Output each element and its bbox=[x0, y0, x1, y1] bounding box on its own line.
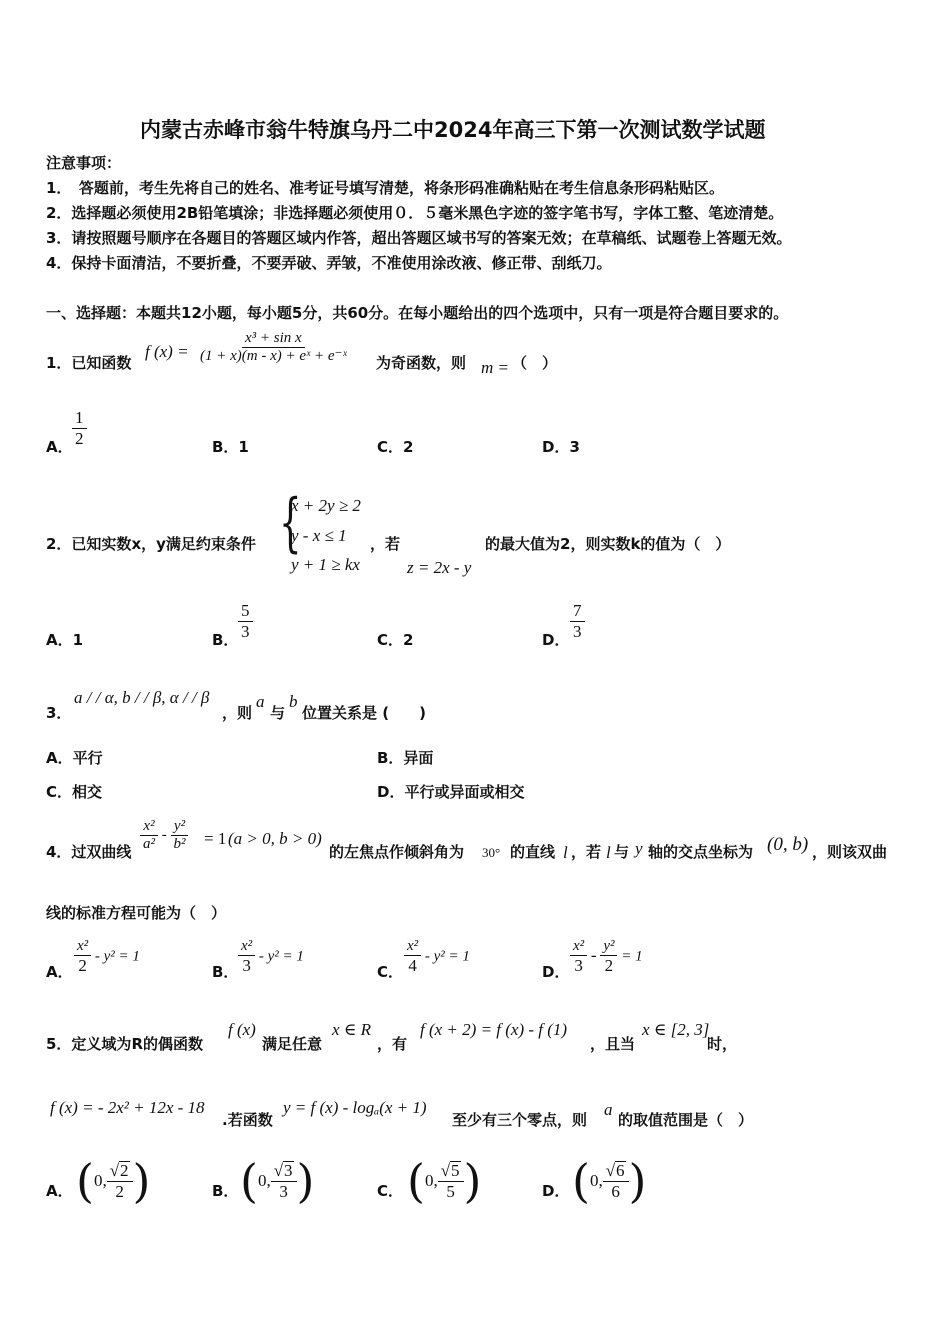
notice-1: 1． 答题前，考生先将自己的姓名、准考证号填写清楚，将条形码准确粘贴在考生信息条形码粘贴区。 bbox=[46, 179, 724, 197]
q2-option-b-frac bbox=[238, 601, 253, 641]
q5-t2: ，有 bbox=[377, 1035, 408, 1053]
q2-option-a[interactable]: A．1 bbox=[46, 631, 84, 649]
q5-c-root: 5 bbox=[451, 1160, 460, 1180]
q4-t2: 的直线 bbox=[510, 843, 556, 861]
q1-option-d[interactable]: D．3 bbox=[542, 438, 580, 456]
q5-label: 5．定义域为R的偶函数 bbox=[46, 1035, 203, 1053]
q5-xr: x ∈ R bbox=[332, 1020, 372, 1039]
q1-option-c[interactable]: C．2 bbox=[377, 438, 414, 456]
q4-a-den: 2 bbox=[78, 956, 87, 976]
q5-option-a[interactable]: A． bbox=[46, 1182, 73, 1200]
q5-option-a-expr: (0, $\frac{√2}{2}$ ) bbox=[76, 1154, 151, 1208]
q5-t6: 至少有三个零点，则 bbox=[452, 1111, 588, 1129]
q1-option-a-frac bbox=[72, 408, 87, 448]
q4-c-tail: - y² = 1 bbox=[424, 948, 470, 965]
q5-t7: 的取值范围是（ ） bbox=[618, 1111, 754, 1129]
q2-b-den: 3 bbox=[241, 621, 250, 641]
q5-option-d[interactable]: D． bbox=[542, 1182, 570, 1200]
q3-option-d[interactable]: D．平行或异面或相交 bbox=[377, 783, 525, 801]
q4-option-a-expr bbox=[74, 938, 140, 976]
q5-d-den: 6 bbox=[611, 1181, 620, 1201]
q2-d-den: 3 bbox=[573, 621, 582, 641]
q4-t4: 与 bbox=[614, 843, 630, 861]
q5-option-d-expr: (0, $\frac{√6}{6}$ ) bbox=[572, 1154, 647, 1208]
q4-l1: l bbox=[563, 843, 568, 862]
q4-b-num: x² bbox=[238, 938, 255, 956]
q5-t5: .若函数 bbox=[222, 1111, 273, 1129]
q2-label: 2．已知实数x，y满足约束条件 bbox=[46, 535, 256, 553]
q2-d-num: 7 bbox=[570, 601, 585, 622]
q3-option-a[interactable]: A．平行 bbox=[46, 749, 103, 767]
page-title: 内蒙古赤峰市翁牛特旗乌丹二中2024年高三下第一次测试数学试题 bbox=[140, 118, 766, 142]
q3-ze: ，则 bbox=[222, 704, 253, 722]
q4-option-d-expr: $\frac{\text{x²}}{3}$ - $\frac{\text{y²}}{2}$ = 1 bbox=[570, 938, 643, 976]
q5-d-zero: 0, bbox=[589, 1171, 603, 1190]
q4-t5: 轴的交点坐标为 bbox=[648, 843, 754, 861]
notice-header: 注意事项： bbox=[46, 154, 122, 172]
q4-cond: (a > 0, b > 0) bbox=[228, 829, 322, 848]
q4-d-num1: x² bbox=[570, 938, 587, 956]
q1-paren: （ ） bbox=[512, 354, 558, 372]
q1-denominator: (1 + x)(m - x) + eˣ + e⁻ˣ bbox=[200, 348, 347, 365]
q4-c-num: x² bbox=[404, 938, 421, 956]
q4-line2: 线的标准方程可能为（ ） bbox=[46, 904, 227, 922]
q1-option-b[interactable]: B．1 bbox=[212, 438, 249, 456]
q4-t6: ，则该双曲 bbox=[812, 843, 888, 861]
q1-a-num: 1 bbox=[72, 408, 87, 429]
q5-t4: 时， bbox=[707, 1035, 738, 1053]
q4-option-b-expr bbox=[238, 938, 304, 976]
q3-num: 3． bbox=[46, 704, 72, 722]
q2-option-b[interactable]: B． bbox=[212, 631, 239, 649]
q3-option-c[interactable]: C．相交 bbox=[46, 783, 103, 801]
notice-2: 2．选择题必须使用2B铅笔填涂；非选择题必须使用０．５毫米黑色字迹的签字笔书写，字体工整、笔迹清楚。 bbox=[46, 204, 784, 222]
q4-option-c[interactable]: C． bbox=[377, 963, 404, 981]
q3-a: a bbox=[256, 692, 265, 711]
q4-hyperbola: $\frac{\text{x²}}{\text{a²}}$ - $\frac{\text{y²}}{\text{b²}}$ bbox=[140, 818, 189, 854]
q1-numerator: x³ + sin x bbox=[242, 330, 305, 348]
q2-ruo: ，若 bbox=[370, 535, 401, 553]
q5-a-root: 2 bbox=[120, 1160, 129, 1180]
q4-b-den: 3 bbox=[242, 956, 251, 976]
q4-point: (0, b) bbox=[767, 834, 809, 855]
q1-option-a[interactable]: A． bbox=[46, 438, 73, 456]
q2-option-c[interactable]: C．2 bbox=[377, 631, 414, 649]
q5-a-den: 2 bbox=[115, 1181, 124, 1201]
q5-option-b-expr: (0, $\frac{√3}{3}$ ) bbox=[240, 1154, 315, 1208]
q2-constraint-3: y + 1 ≥ kx bbox=[291, 555, 360, 574]
q4-a-tail: - y² = 1 bbox=[94, 948, 140, 965]
q5-fx: f (x) bbox=[228, 1020, 256, 1039]
q3-yu: 与 bbox=[270, 704, 286, 722]
q5-option-b[interactable]: B． bbox=[212, 1182, 239, 1200]
q2-constraint-2: y - x ≤ 1 bbox=[291, 526, 347, 545]
q4-y: y bbox=[635, 839, 643, 858]
q3-option-b[interactable]: B．异面 bbox=[377, 749, 434, 767]
q4-label: 4．过双曲线 bbox=[46, 843, 132, 861]
q5-b-zero: 0, bbox=[257, 1171, 271, 1190]
q5-option-c[interactable]: C． bbox=[377, 1182, 404, 1200]
q4-angle: 30° bbox=[482, 845, 501, 860]
q4-c-den: 4 bbox=[408, 956, 417, 976]
notice-3: 3．请按照题号顺序在各题目的答题区域内作答，超出答题区域书写的答案无效；在草稿纸、试题卷上答题无效。 bbox=[46, 229, 792, 247]
q4-t3: ，若 bbox=[571, 843, 602, 861]
q3-expr: a / / α, b / / β, α / / β bbox=[74, 688, 210, 707]
q5-eq3: y = f (x) - logₐ(x + 1) bbox=[283, 1098, 427, 1117]
q3-b: b bbox=[289, 692, 298, 711]
q1-a-den: 2 bbox=[75, 428, 84, 448]
q5-c-zero: 0, bbox=[424, 1171, 438, 1190]
q3-tail: 位置关系是 ( ) bbox=[302, 704, 426, 722]
q5-b-root: 3 bbox=[284, 1160, 293, 1180]
q5-eq1: f (x + 2) = f (x) - f (1) bbox=[420, 1020, 568, 1039]
q2-objective: z = 2x - y bbox=[407, 558, 472, 577]
q5-a-zero: 0, bbox=[93, 1171, 107, 1190]
q5-option-c-expr: (0, $\frac{√5}{5}$ ) bbox=[407, 1154, 482, 1208]
q4-option-b[interactable]: B． bbox=[212, 963, 239, 981]
q4-l2: l bbox=[606, 843, 611, 862]
q5-t3: ，且当 bbox=[590, 1035, 636, 1053]
q2-tail: 的最大值为2，则实数k的值为（ ） bbox=[485, 535, 731, 553]
q5-b-den: 3 bbox=[279, 1181, 288, 1201]
q1-label: 1．已知函数 bbox=[46, 354, 132, 372]
q1-fx: f (x) = bbox=[145, 342, 189, 361]
q5-eq2: f (x) = - 2x² + 12x - 18 bbox=[50, 1098, 205, 1117]
notice-4: 4．保持卡面清洁，不要折叠，不要弄破、弄皱，不准使用涂改液、修正带、刮纸刀。 bbox=[46, 254, 612, 272]
q1-m: m = bbox=[481, 358, 509, 377]
q5-t1: 满足任意 bbox=[262, 1035, 323, 1053]
q4-b-tail: - y² = 1 bbox=[258, 948, 304, 965]
q2-option-d-frac bbox=[570, 601, 585, 641]
q5-dom: x ∈ [2, 3] bbox=[642, 1020, 710, 1039]
q4-t1: 的左焦点作倾斜角为 bbox=[329, 843, 465, 861]
section-heading: 一、选择题：本题共12小题，每小题5分，共60分。在每小题给出的四个选项中，只有一项是符合题目要求的。 bbox=[46, 304, 789, 322]
q4-eq: = 1 bbox=[204, 829, 227, 848]
q4-option-d[interactable]: D． bbox=[542, 963, 570, 981]
q2-constraint-1: x + 2y ≥ 2 bbox=[291, 496, 361, 515]
q4-a-num: x² bbox=[74, 938, 91, 956]
q4-d-den2: 2 bbox=[604, 956, 614, 976]
q2-option-d[interactable]: D． bbox=[542, 631, 570, 649]
q4-d-den1: 3 bbox=[574, 956, 583, 976]
q1-fraction bbox=[197, 330, 350, 366]
q4-d-tail: = 1 bbox=[621, 948, 643, 965]
q2-b-num: 5 bbox=[238, 601, 253, 622]
q2-brace: { bbox=[279, 486, 302, 560]
q4-option-a[interactable]: A． bbox=[46, 963, 73, 981]
q4-option-c-expr bbox=[404, 938, 470, 976]
q5-a: a bbox=[604, 1100, 613, 1119]
q1-mid: 为奇函数，则 bbox=[376, 354, 467, 372]
q5-d-root: 6 bbox=[616, 1160, 625, 1180]
q4-d-num2: y² bbox=[600, 938, 617, 956]
q5-c-den: 5 bbox=[446, 1181, 455, 1201]
